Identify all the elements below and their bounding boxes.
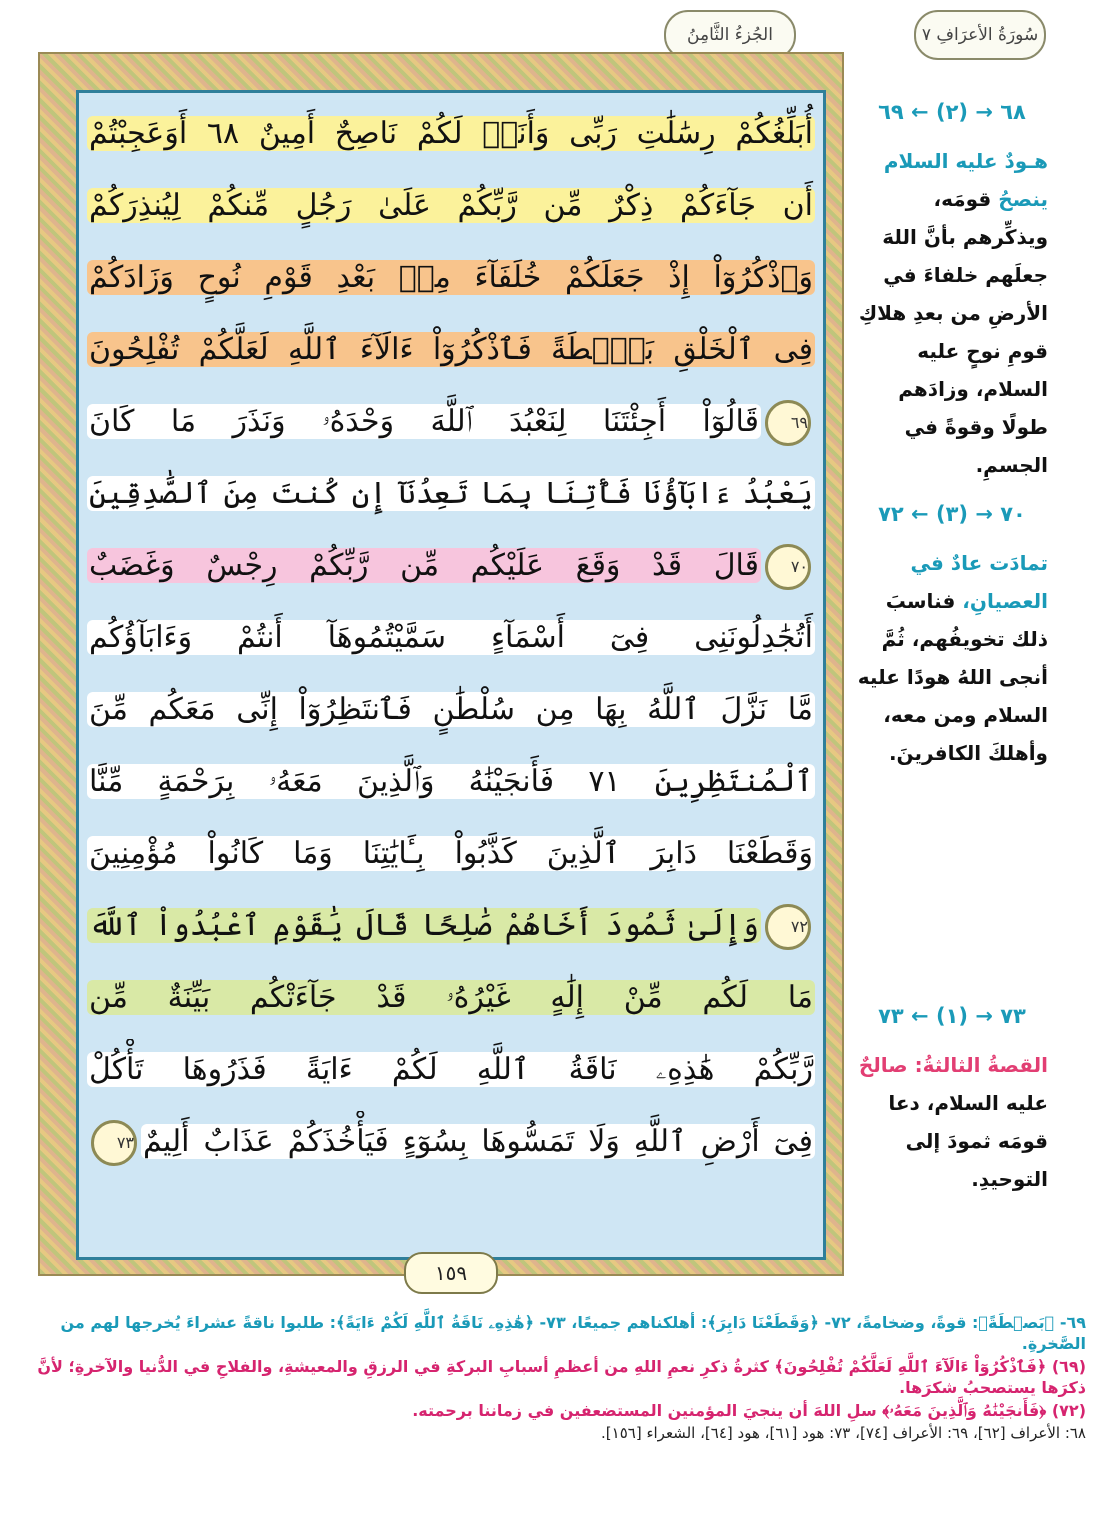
mushaf-line-2 [87, 175, 815, 237]
line-text: أُبَلِّغُكُمْ رِسَٰلَٰتِ رَبِّى وَأَنَا۠ لَكُمْ نَاصِحٌ أَمِينٌ ٦٨ أَوَعَجِبْتُمْ [89, 116, 813, 151]
mushaf-line-15 [87, 1111, 815, 1173]
page-number: ١٥٩ [404, 1252, 498, 1294]
mushaf-line-5 [87, 391, 815, 453]
mushaf-line-8 [87, 607, 815, 669]
line-text: أَن جَآءَكُمْ ذِكْرٌ مِّن رَّبِّكُمْ عَلَىٰ رَجُلٍ مِّنكُمْ لِيُنذِرَكُمْ [89, 188, 813, 223]
ayah-range-3: ٧٣ → (١) ← ٧٣ [878, 1004, 1026, 1028]
ayah-range-2: ٧٠ → (٣) ← ٧٢ [878, 502, 1026, 526]
mushaf-line-11 [87, 823, 815, 885]
line-text: وَٱذْكُرُوٓاْ إِذْ جَعَلَكُمْ خُلَفَآءَ مِنۢ بَعْدِ قَوْمِ نُوحٍ وَزَادَكُمْ [89, 260, 813, 295]
mushaf-line-4 [87, 319, 815, 381]
line-text: أَتُجَٰدِلُونَنِى فِىٓ أَسْمَآءٍ سَمَّيْتُمُوهَآ أَنتُمْ وَءَابَآؤُكُم [89, 620, 813, 655]
commentary-3-body: عليه السلام، دعا قومَه ثمودَ إلى التوحيدِ. [888, 1091, 1048, 1191]
commentary-1 [852, 142, 1048, 484]
ayah-marker: ٧٢ [765, 904, 811, 950]
mushaf-line-9 [87, 679, 815, 741]
line-text: فِىٓ أَرْضِ ٱللَّهِ وَلَا تَمَسُّوهَا بِسُوٓءٍ فَيَأْخُذَكُمْ عَذَابٌ أَلِيمٌ [143, 1124, 813, 1159]
line-text: ٱلْمُنتَظِرِينَ ٧١ فَأَنجَيْنَٰهُ وَٱلَّذِينَ مَعَهُۥ بِرَحْمَةٍ مِّنَّا [89, 764, 813, 799]
line-text: مَا لَكُم مِّنْ إِلَٰهٍ غَيْرُهُۥ قَدْ جَآءَتْكُم بَيِّنَةٌ مِّن [89, 980, 813, 1015]
ayah-marker: ٧٠ [765, 544, 811, 590]
commentary-2-title: تمادَت عادٌ في العصيانِ، [910, 551, 1048, 613]
commentary-2 [852, 544, 1048, 772]
benefit-note-2: (٧٢) ﴿فَأَنجَيْنَٰهُ وَٱلَّذِينَ مَعَهُۥ﴾ سلِ اللهَ أن ينجيَ المؤمنين المستضعفين في زماننا برحمته. [412, 1401, 1086, 1420]
commentary-1-title: هـودٌ عليه السلام ينصحُ [883, 149, 1048, 211]
line-text: قَالَ قَدْ وَقَعَ عَلَيْكُم مِّن رَّبِّكُمْ رِجْسٌ وَغَضَبٌ [89, 548, 759, 583]
line-text: رَّبِّكُمْ هَٰذِهِۦ نَاقَةُ ٱللَّهِ لَكُمْ ءَايَةً فَذَرُوهَا تَأْكُلْ [89, 1052, 813, 1087]
benefit-note-1: (٦٩) ﴿فَٱذْكُرُوٓاْ ءَالَآءَ ٱللَّهِ لَعَلَّكُمْ تُفْلِحُونَ﴾ كثرةُ ذكرِ نعمِ اللهِ من أعظمِ أسبابِ البركةِ في الرزقِ والمعيشةِ، والفلاحِ في الدُّنيا والآخرةِ؛ لأنَّ ذكرَها يستصحبُ شكرَها. [37, 1357, 1086, 1397]
mushaf-line-7 [87, 535, 815, 597]
line-text: قَالُوٓاْ أَجِئْتَنَا لِنَعْبُدَ ٱللَّهَ وَحْدَهُۥ وَنَذَرَ مَا كَانَ [89, 404, 759, 439]
commentary-3-title: القصةُ الثالثةُ: صالحٌ [858, 1053, 1048, 1077]
mushaf-line-3 [87, 247, 815, 309]
vocabulary-notes: ٦٩- ﴿بَصۜطَةً﴾: قوةً، وضخامةً، ٧٢- ﴿وَقَطَعْنَا دَابِرَ﴾: أهلكناهم جميعًا، ٧٣- ﴿هَٰذِهِۦ نَاقَةُ ٱللَّهِ لَكُمْ ءَايَةً﴾: طلبوا ناقةً عشراءَ يُخرجها لهم من الصَّخرةِ. [60, 1313, 1086, 1353]
line-text: وَإِلَىٰ ثَمُودَ أَخَاهُمْ صَٰلِحًا قَالَ يَٰقَوْمِ ٱعْبُدُواْ ٱللَّهَ [89, 908, 759, 943]
quran-text-panel [76, 90, 826, 1260]
line-text: فِى ٱلْخَلْقِ بَصْۜطَةً فَٱذْكُرُوٓاْ ءَالَآءَ ٱللَّهِ لَعَلَّكُمْ تُفْلِحُونَ [89, 332, 813, 367]
commentary-3 [852, 1046, 1048, 1198]
line-text: مَّا نَزَّلَ ٱللَّهُ بِهَا مِن سُلْطَٰنٍ فَٱنتَظِرُوٓاْ إِنِّى مَعَكُم مِّنَ [89, 692, 813, 727]
ayah-marker: ٧٣ [91, 1120, 137, 1166]
mushaf-line-13 [87, 967, 815, 1029]
ayah-range-1: ٦٨ → (٢) ← ٦٩ [878, 100, 1026, 124]
mushaf-line-12 [87, 895, 815, 957]
footnotes [8, 1312, 1086, 1446]
mushaf-line-1 [87, 103, 815, 165]
cross-references: ٦٨: الأعراف [٦٢]، ٦٩: الأعراف [٧٤]، ٧٣: هود [٦١]، هود [٦٤]، الشعراء [١٥٦]. [601, 1424, 1086, 1442]
line-text: يَعْبُدُ ءَابَآؤُنَا فَأْتِنَا بِمَا تَعِدُنَآ إِن كُنتَ مِنَ ٱلصَّٰدِقِينَ [89, 476, 813, 511]
mushaf-line-10 [87, 751, 815, 813]
mushaf-line-14 [87, 1039, 815, 1101]
mushaf-line-6 [87, 463, 815, 525]
surah-label: سُورَةُ الأعرَافِ ٧ [914, 10, 1046, 60]
line-text: وَقَطَعْنَا دَابِرَ ٱلَّذِينَ كَذَّبُواْ بِـَٔايَٰتِنَا وَمَا كَانُواْ مُؤْمِنِينَ [89, 836, 813, 871]
commentary-1-body: قومَه، ويذكِّرهم بأنَّ اللهَ جعلَهم خلفاءَ في الأرضِ من بعدِ هلاكِ قومِ نوحٍ عليه السلام، وزادَهم طولًا وقوةً في الجسمِ. [858, 187, 1048, 477]
commentary-2-body: فناسبَ ذلك تخويفُهم، ثُمَّ أنجى اللهُ هودًا عليه السلام ومن معه، وأهلكَ الكافرينَ. [857, 589, 1048, 765]
juz-label: الجُزءُ الثَّامِنُ [664, 10, 796, 60]
ayah-marker: ٦٩ [765, 400, 811, 446]
